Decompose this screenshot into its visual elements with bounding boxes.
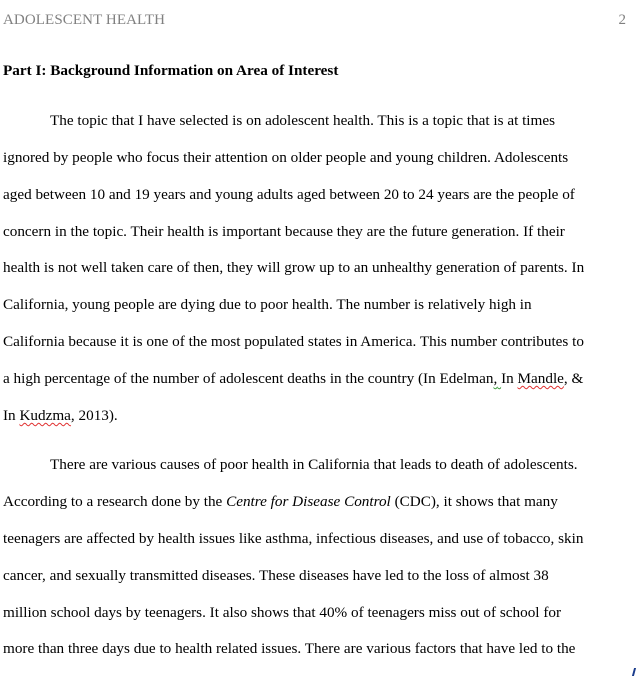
text-span: , [493,370,498,387]
text-line: million school days by teenagers. It also shows that 40% of teenagers miss out of school for [3,604,562,621]
text-line: California because it is one of the most populated states in America. This number contributes to [3,333,584,350]
text-line [3,369,583,389]
text-span: , 2013). [70,407,118,424]
text-line [3,492,558,512]
text-line: health is not well taken care of then, they will grow up to an unhealthy generation of parents. In [3,259,585,276]
text-line: ignored by people who focus their attention on older people and young children. Adolescents [3,149,569,166]
text-line: aged between 10 and 19 years and young adults aged between 20 to 24 years are the people of [3,186,575,203]
running-head: ADOLESCENT HEALTH [3,12,166,28]
page-number: 2 [618,12,626,28]
text-line: The topic that I have selected is on adolescent health. This is a topic that is at times [50,112,555,129]
text-line: California, young people are dying due to poor health. The number is relatively high in [3,296,532,313]
text-span: (CDC), it shows that many [390,493,558,510]
text-line: teenagers are affected by health issues like asthma, infectious diseases, and use of tobacco, skin [3,530,584,547]
text-line: concern in the topic. Their health is important because they are the future generation. If their [3,223,565,240]
spelling-flag: Mandle [517,370,564,387]
text-line: There are various causes of poor health in California that leads to death of adolescents. [50,456,578,473]
grammar-flag [493,370,501,387]
text-line: more than three days due to health related issues. There are various factors that have led to the [3,640,576,657]
text-line: cancer, and sexually transmitted diseases. These diseases have led to the loss of almost 38 [3,567,549,584]
scroll-mark [632,668,636,676]
text-span: a high percentage of the number of adolescent deaths in the country (In Edelman [3,370,494,387]
text-span: In [3,407,16,424]
organization-name: Centre for Disease Control [226,493,391,510]
spelling-flag: Kudzma [19,407,71,424]
text-span: According to a research done by the [3,493,227,510]
text-line [3,406,118,426]
text-span: In [501,370,514,387]
text-span: , & [563,370,584,387]
section-heading: Part I: Background Information on Area of Interest [3,62,339,79]
